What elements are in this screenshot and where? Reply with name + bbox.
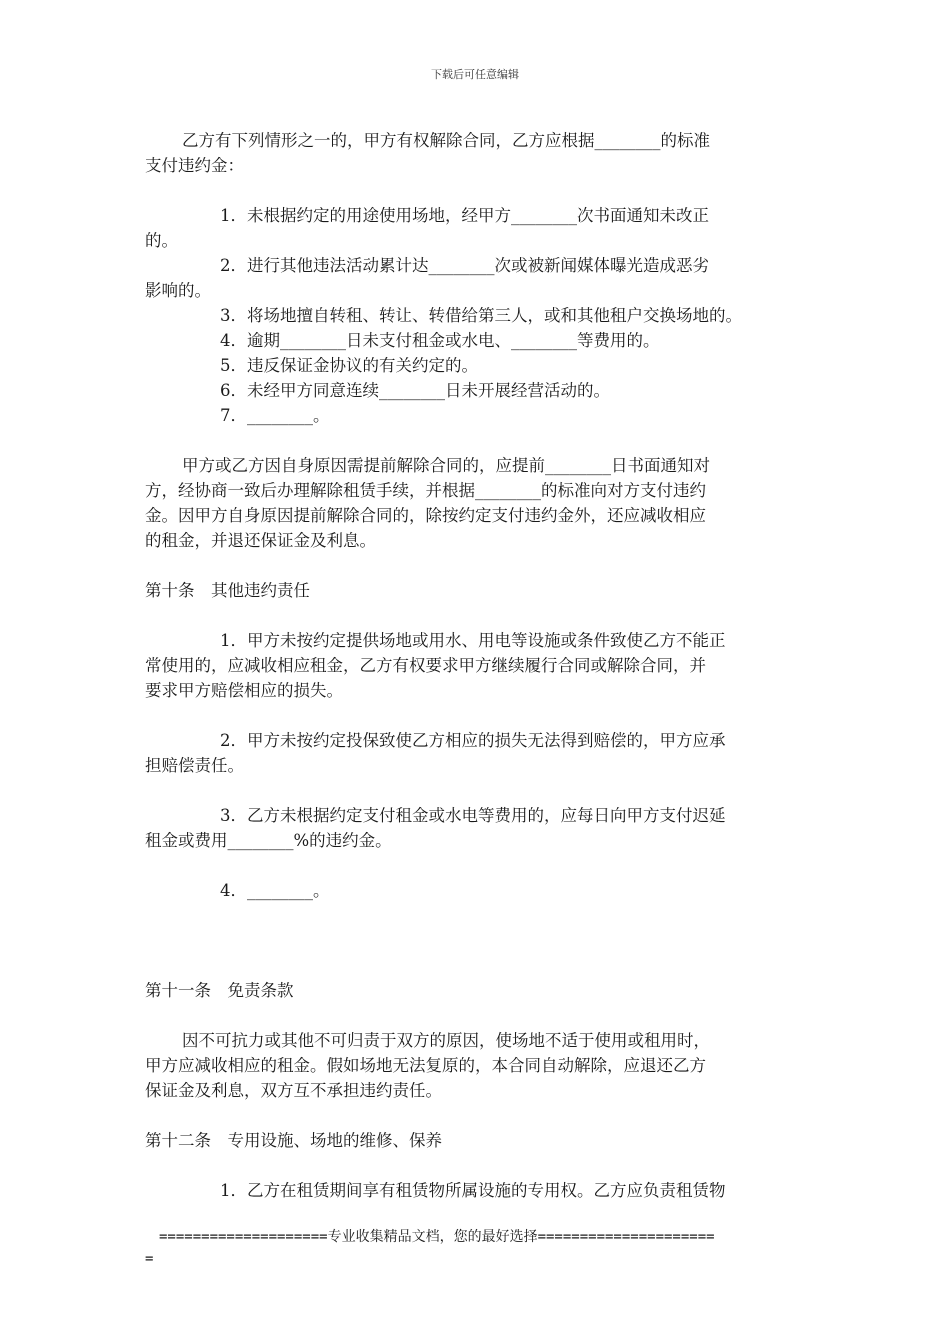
footer-line: ====================专业收集精品文档，您的最好选择=====================	[159, 1229, 715, 1245]
list-item: 7．________。	[220, 406, 330, 425]
article-heading: 第十条 其他违约责任	[145, 581, 310, 600]
list-item: 2．甲方未按约定投保致使乙方相应的损失无法得到赔偿的，甲方应承	[220, 731, 726, 750]
list-item-cont: 的。	[145, 231, 178, 250]
list-item: 2．进行其他违法活动累计达________次或被新闻媒体曝光造成恶劣	[220, 256, 709, 275]
page-header: 下载后可任意编辑	[431, 68, 519, 81]
paragraph-line: 乙方有下列情形之一的，甲方有权解除合同，乙方应根据________的标准	[182, 131, 710, 150]
page-footer	[145, 1226, 810, 1270]
list-item-cont: 担赔偿责任。	[145, 756, 244, 775]
paragraph-line: 的租金，并退还保证金及利息。	[145, 531, 376, 550]
article-heading: 第十一条 免责条款	[145, 981, 294, 1000]
list-item: 3．将场地擅自转租、转让、转借给第三人，或和其他租户交换场地的。	[220, 306, 742, 325]
paragraph-line: 因不可抗力或其他不可归责于双方的原因，使场地不适于使用或租用时，	[182, 1031, 710, 1050]
paragraph-line: 甲方或乙方因自身原因需提前解除合同的，应提前________日书面通知对	[182, 456, 710, 475]
list-item-cont: 要求甲方赔偿相应的损失。	[145, 681, 343, 700]
paragraph-line: 金。因甲方自身原因提前解除合同的，除按约定支付违约金外，还应减收相应	[145, 506, 706, 525]
paragraph-line: 保证金及利息，双方互不承担违约责任。	[145, 1081, 442, 1100]
paragraph-line: 方，经协商一致后办理解除租赁手续，并根据________的标准向对方支付违约	[145, 481, 706, 500]
list-item: 5．违反保证金协议的有关约定的。	[220, 356, 478, 375]
list-item: 4．________。	[220, 881, 330, 900]
list-item-cont: 影响的。	[145, 281, 211, 300]
list-item-cont: 常使用的，应减收相应租金，乙方有权要求甲方继续履行合同或解除合同，并	[145, 656, 706, 675]
list-item-cont: 租金或费用________%的违约金。	[145, 831, 392, 850]
list-item: 3．乙方未根据约定支付租金或水电等费用的，应每日向甲方支付迟延	[220, 806, 726, 825]
list-item: 1．未根据约定的用途使用场地，经甲方________次书面通知未改正	[220, 206, 709, 225]
list-item: 6．未经甲方同意连续________日未开展经营活动的。	[220, 381, 610, 400]
list-item: 1．甲方未按约定提供场地或用水、用电等设施或条件致使乙方不能正	[220, 631, 726, 650]
list-item: 4．逾期________日未支付租金或水电、________等费用的。	[220, 331, 660, 350]
paragraph-line: 甲方应减收相应的租金。假如场地无法复原的，本合同自动解除，应退还乙方	[145, 1056, 706, 1075]
paragraph-line: 支付违约金：	[145, 156, 244, 175]
list-item: 1．乙方在租赁期间享有租赁物所属设施的专用权。乙方应负责租赁物	[220, 1181, 726, 1200]
article-heading: 第十二条 专用设施、场地的维修、保养	[145, 1131, 442, 1150]
footer-line: =	[145, 1251, 154, 1267]
